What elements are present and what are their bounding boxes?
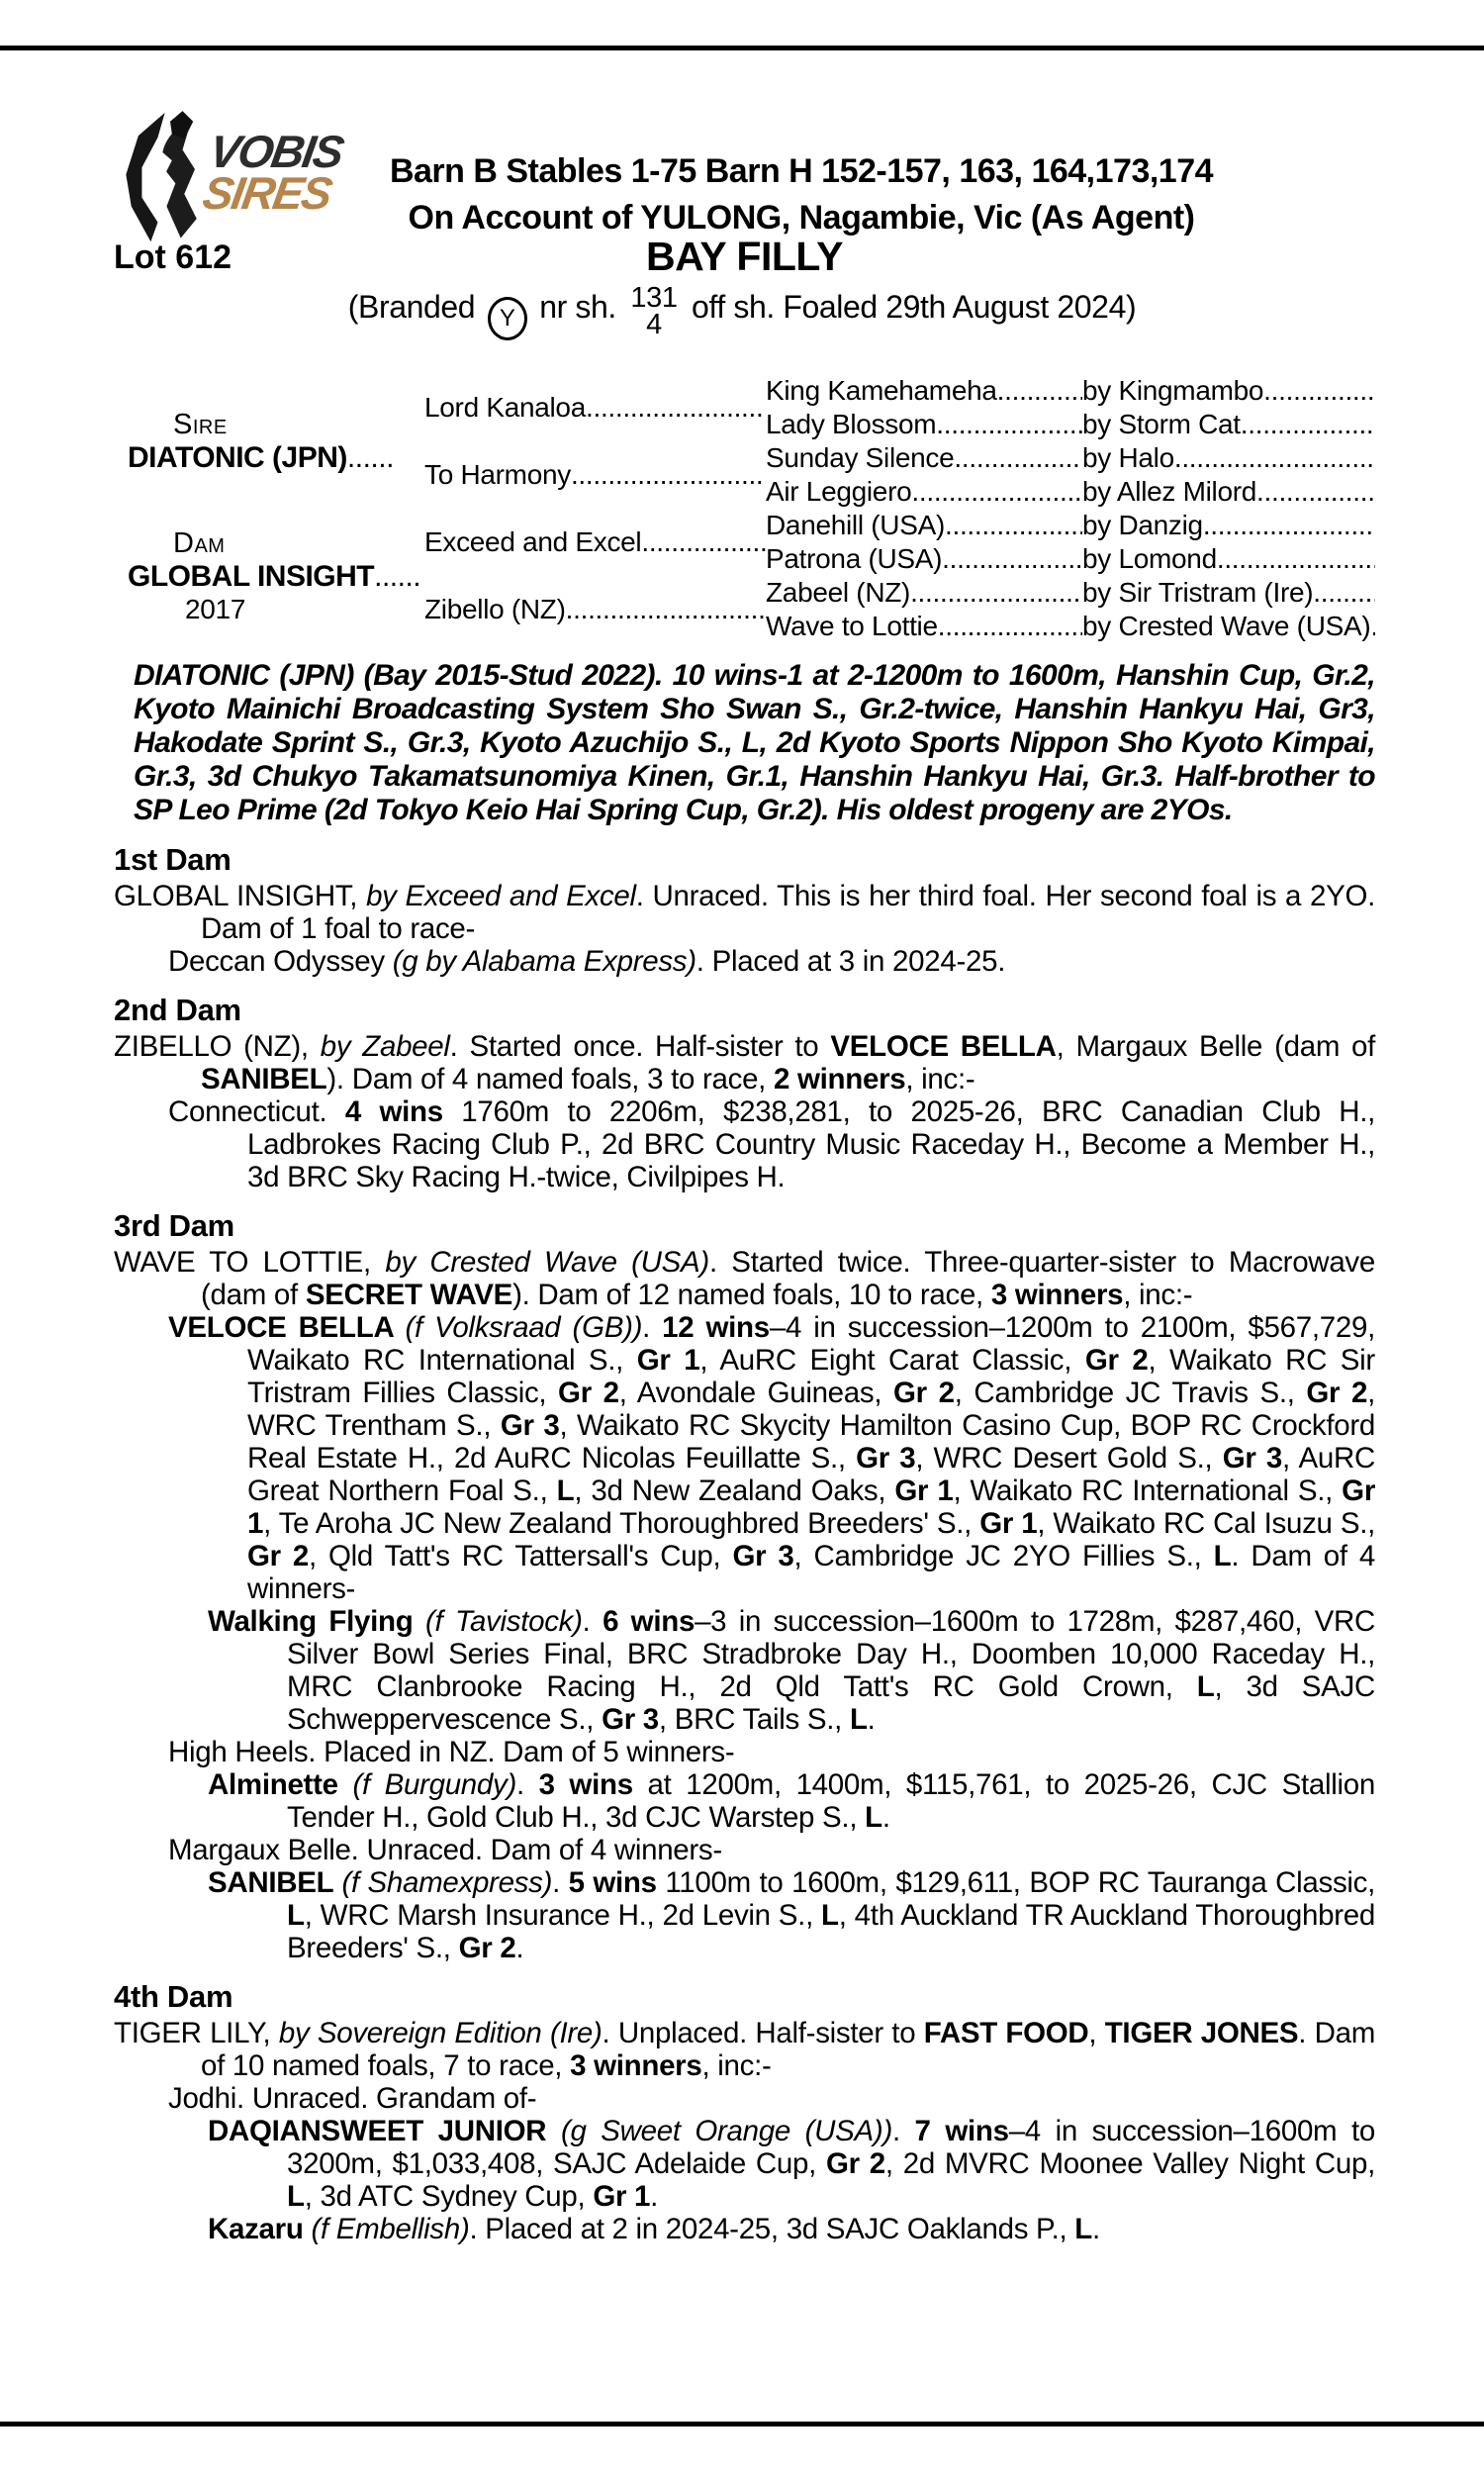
top-rule [0,46,1484,50]
brand-number-top: 131 [630,282,678,314]
dam-year: 2017 [185,593,246,624]
section-heading-4th-dam: 4th Dam [114,1979,233,2014]
connecticut-entry: Connecticut. 4 wins 1760m to 2206m, $238,281, to 2025-26, BRC Canadian Club H., Ladbrokes Racing Club P., 2d BRC Country Music Raceday H., Become a Member H., 3d BRC Sky Racing H.-twice, Civilpipes H. [168,1095,1375,1193]
gen3-name: Lady Blossom ..... [766,408,1082,441]
daqiansweet-junior-entry: DAQIANSWEET JUNIOR (g Sweet Orange (USA)). 7 wins–4 in succession–1600m to 3200m, $1,033,408, SAJC Adelaide Cup, Gr 2, 2d MVRC Moonee Valley Night Cup, L, 3d ATC Sydney Cup, Gr 1. [208,2115,1375,2213]
logo-vobis-text: VOBIS [206,126,346,177]
dam-label: Dam [173,526,226,559]
alminette-entry: Alminette (f Burgundy). 3 wins at 1200m, 1400m, $115,761, to 2025-26, CJC Stallion Tender H., Gold Club H., 3d CJC Warstep S., L. [208,1768,1375,1834]
gen3-name: Danehill (USA) ..... [766,509,1082,542]
kazaru-entry: Kazaru (f Embellish). Placed at 2 in 2024-25, 3d SAJC Oaklands P., L. [208,2213,1100,2245]
pedigree-table [128,374,1375,643]
gen3-by: by Kingmambo ..... [1082,374,1375,408]
zibello-paragraph: ZIBELLO (NZ), by Zabeel. Started once. Half-sister to VELOCE BELLA, Margaux Belle (dam of SANIBEL). Dam of 4 named foals, 3 to race, 2 winners, inc:- [114,1030,1376,1095]
global-insight-paragraph: GLOBAL INSIGHT, by Exceed and Excel. Unraced. This is her third foal. Her second foal is a 2YO. Dam of 1 foal to race- [114,880,1375,945]
gen3-by: by Halo ..... [1082,441,1375,475]
page-title: BAY FILLY [645,234,844,279]
sire-name: DIATONIC (JPN) ...... [128,441,424,475]
dam-section-3 [114,1208,1375,1964]
logo-sires-text: SIRES [199,167,334,219]
gen3-by: by Allez Milord ..... [1082,475,1375,509]
gen3-by: by Lomond ..... [1082,542,1375,576]
dam-section-4 [114,1979,1375,2245]
lot-title-row [114,234,1375,285]
dam-block [128,509,424,643]
sanibel-entry: SANIBEL (f Shamexpress). 5 wins 1100m to 1600m, $129,611, BOP RC Tauranga Classic, L, WRC Marsh Insurance H., 2d Levin S., L, 4th Auckland TR Auckland Thoroughbred Breeders' S., Gr 2. [208,1866,1376,1964]
dam-section-2 [114,993,1375,1193]
section-heading-1st-dam: 1st Dam [114,842,232,877]
veloce-bella-entry: VELOCE BELLA (f Volksraad (GB)). 12 wins–4 in succession–1200m to 2100m, $567,729, Waikato RC International S., Gr 1, AuRC Eight Carat Classic, Gr 2, Waikato RC Sir Tristram Fillies Classic, Gr 2, Avondale Guineas, Gr 2, Cambridge JC Travis S., Gr 2, WRC Trentham S., Gr 3, Waikato RC Skycity Hamilton Casino Cup, BOP RC Crockford Real Estate H., 2d AuRC Nicolas Feuillatte S., Gr 3, WRC Desert Gold S., Gr 3, AuRC Great Northern Foal S., L, 3d New Zealand Oaks, Gr 1, Waikato RC International S., Gr 1, Te Aroha JC New Zealand Thoroughbred Breeders' S., Gr 1, Waikato RC Cal Isuzu S., Gr 2, Qld Tatt's RC Tattersall's Cup, Gr 3, Cambridge JC 2YO Fillies S., L. Dam of 4 winners- [168,1311,1376,1605]
walking-flying-entry: Walking Flying (f Tavistock). 6 wins–3 in succession–1600m to 1728m, $287,460, VRC Silver Bowl Series Final, BRC Stradbroke Day H., Doomben 10,000 Raceday H., MRC Clanbrooke Racing H., 2d Qld Tatt's RC Gold Crown, L, 3d SAJC Schweppervescence S., Gr 3, BRC Tails S., L. [208,1605,1376,1736]
gen3-by: by Danzig ..... [1082,509,1375,542]
branded-line [0,282,1484,340]
brand-circle-y-icon: Y [488,297,527,340]
dam-section-1 [114,842,1375,978]
page-content [0,348,1484,2245]
section-heading-3rd-dam: 3rd Dam [114,1208,234,1243]
gen2-dam-of-sire: To Harmony ..... [424,441,766,509]
gen3-by: by Sir Tristram (Ire) ..... [1082,576,1375,610]
gen3-name: Air Leggiero ..... [766,475,1082,509]
horse-and-jockey-icon [121,101,213,254]
gen2-sire-of-dam: Exceed and Excel ..... [424,509,766,576]
bottom-rule [0,2422,1484,2426]
sire-block [128,374,424,509]
gen3-by: by Storm Cat ..... [1082,408,1375,441]
gen3-name: Patrona (USA) ..... [766,542,1082,576]
sire-summary-paragraph: DIATONIC (JPN) (Bay 2015-Stud 2022). 10 wins-1 at 2-1200m to 1600m, Hanshin Cup, Gr.2, Kyoto Mainichi Broadcasting System Sho Swan S., Gr.2-twice, Hanshin Hankyu Hai, Gr3, Hakodate Sprint S., Gr.3, Kyoto Azuchijo S., L, 2d Kyoto Sports Nippon Sho Kyoto Kimpai, Gr.3, 3d Chukyo Takamatsunomiya Kinen, Gr.1, Hanshin Hankyu Hai, Gr.3. Half-brother to SP Leo Prime (2d Tokyo Keio Hai Spring Cup, Gr.2). His oldest progeny are 2YOs. [134,659,1375,826]
section-heading-2nd-dam: 2nd Dam [114,993,241,1027]
dam-name: GLOBAL INSIGHT ...... [128,560,424,594]
account-line: On Account of YULONG, Nagambie, Vic (As Agent) [408,199,1195,237]
brand-number-fraction [630,282,678,340]
brand-number-bottom: 4 [646,309,662,340]
gen3-name: King Kamehameha ..... [766,374,1082,408]
jodhi-entry: Jodhi. Unraced. Grandam of- [168,2082,537,2115]
wave-to-lottie-paragraph: WAVE TO LOTTIE, by Crested Wave (USA). Started twice. Three-quarter-sister to Macrowave (dam of SECRET WAVE). Dam of 12 named foals, 10 to race, 3 winners, inc:- [114,1246,1375,1311]
gen2-dam-of-dam: Zibello (NZ) ..... [424,576,766,643]
lot-number: Lot 612 [114,238,232,276]
sire-label: Sire [173,408,228,440]
gen3-by: by Crested Wave (USA) ..... [1082,610,1375,643]
deccan-odyssey-entry: Deccan Odyssey (g by Alabama Express). Placed at 3 in 2024-25. [168,945,1006,978]
high-heels-entry: High Heels. Placed in NZ. Dam of 5 winners- [168,1736,735,1768]
branded-prefix: (Branded [347,289,476,325]
gen2-sire-of-sire: Lord Kanaloa ..... [424,374,766,441]
gen3-name: Wave to Lottie ..... [766,610,1082,643]
margaux-belle-entry: Margaux Belle. Unraced. Dam of 4 winners- [168,1834,722,1866]
branded-mid: nr sh. [539,289,616,325]
barn-line: Barn B Stables 1-75 Barn H 152-157, 163, 164,173,174 [389,152,1214,190]
branded-suffix: off sh. Foaled 29th August 2024) [692,289,1137,325]
consignor-block [223,148,1380,241]
gen3-name: Sunday Silence ..... [766,441,1082,475]
tiger-lily-paragraph: TIGER LILY, by Sovereign Edition (Ire). Unplaced. Half-sister to FAST FOOD, TIGER JONES. Dam of 10 named foals, 7 to race, 3 winners, inc:- [114,2017,1375,2082]
gen3-name: Zabeel (NZ) ..... [766,576,1082,610]
